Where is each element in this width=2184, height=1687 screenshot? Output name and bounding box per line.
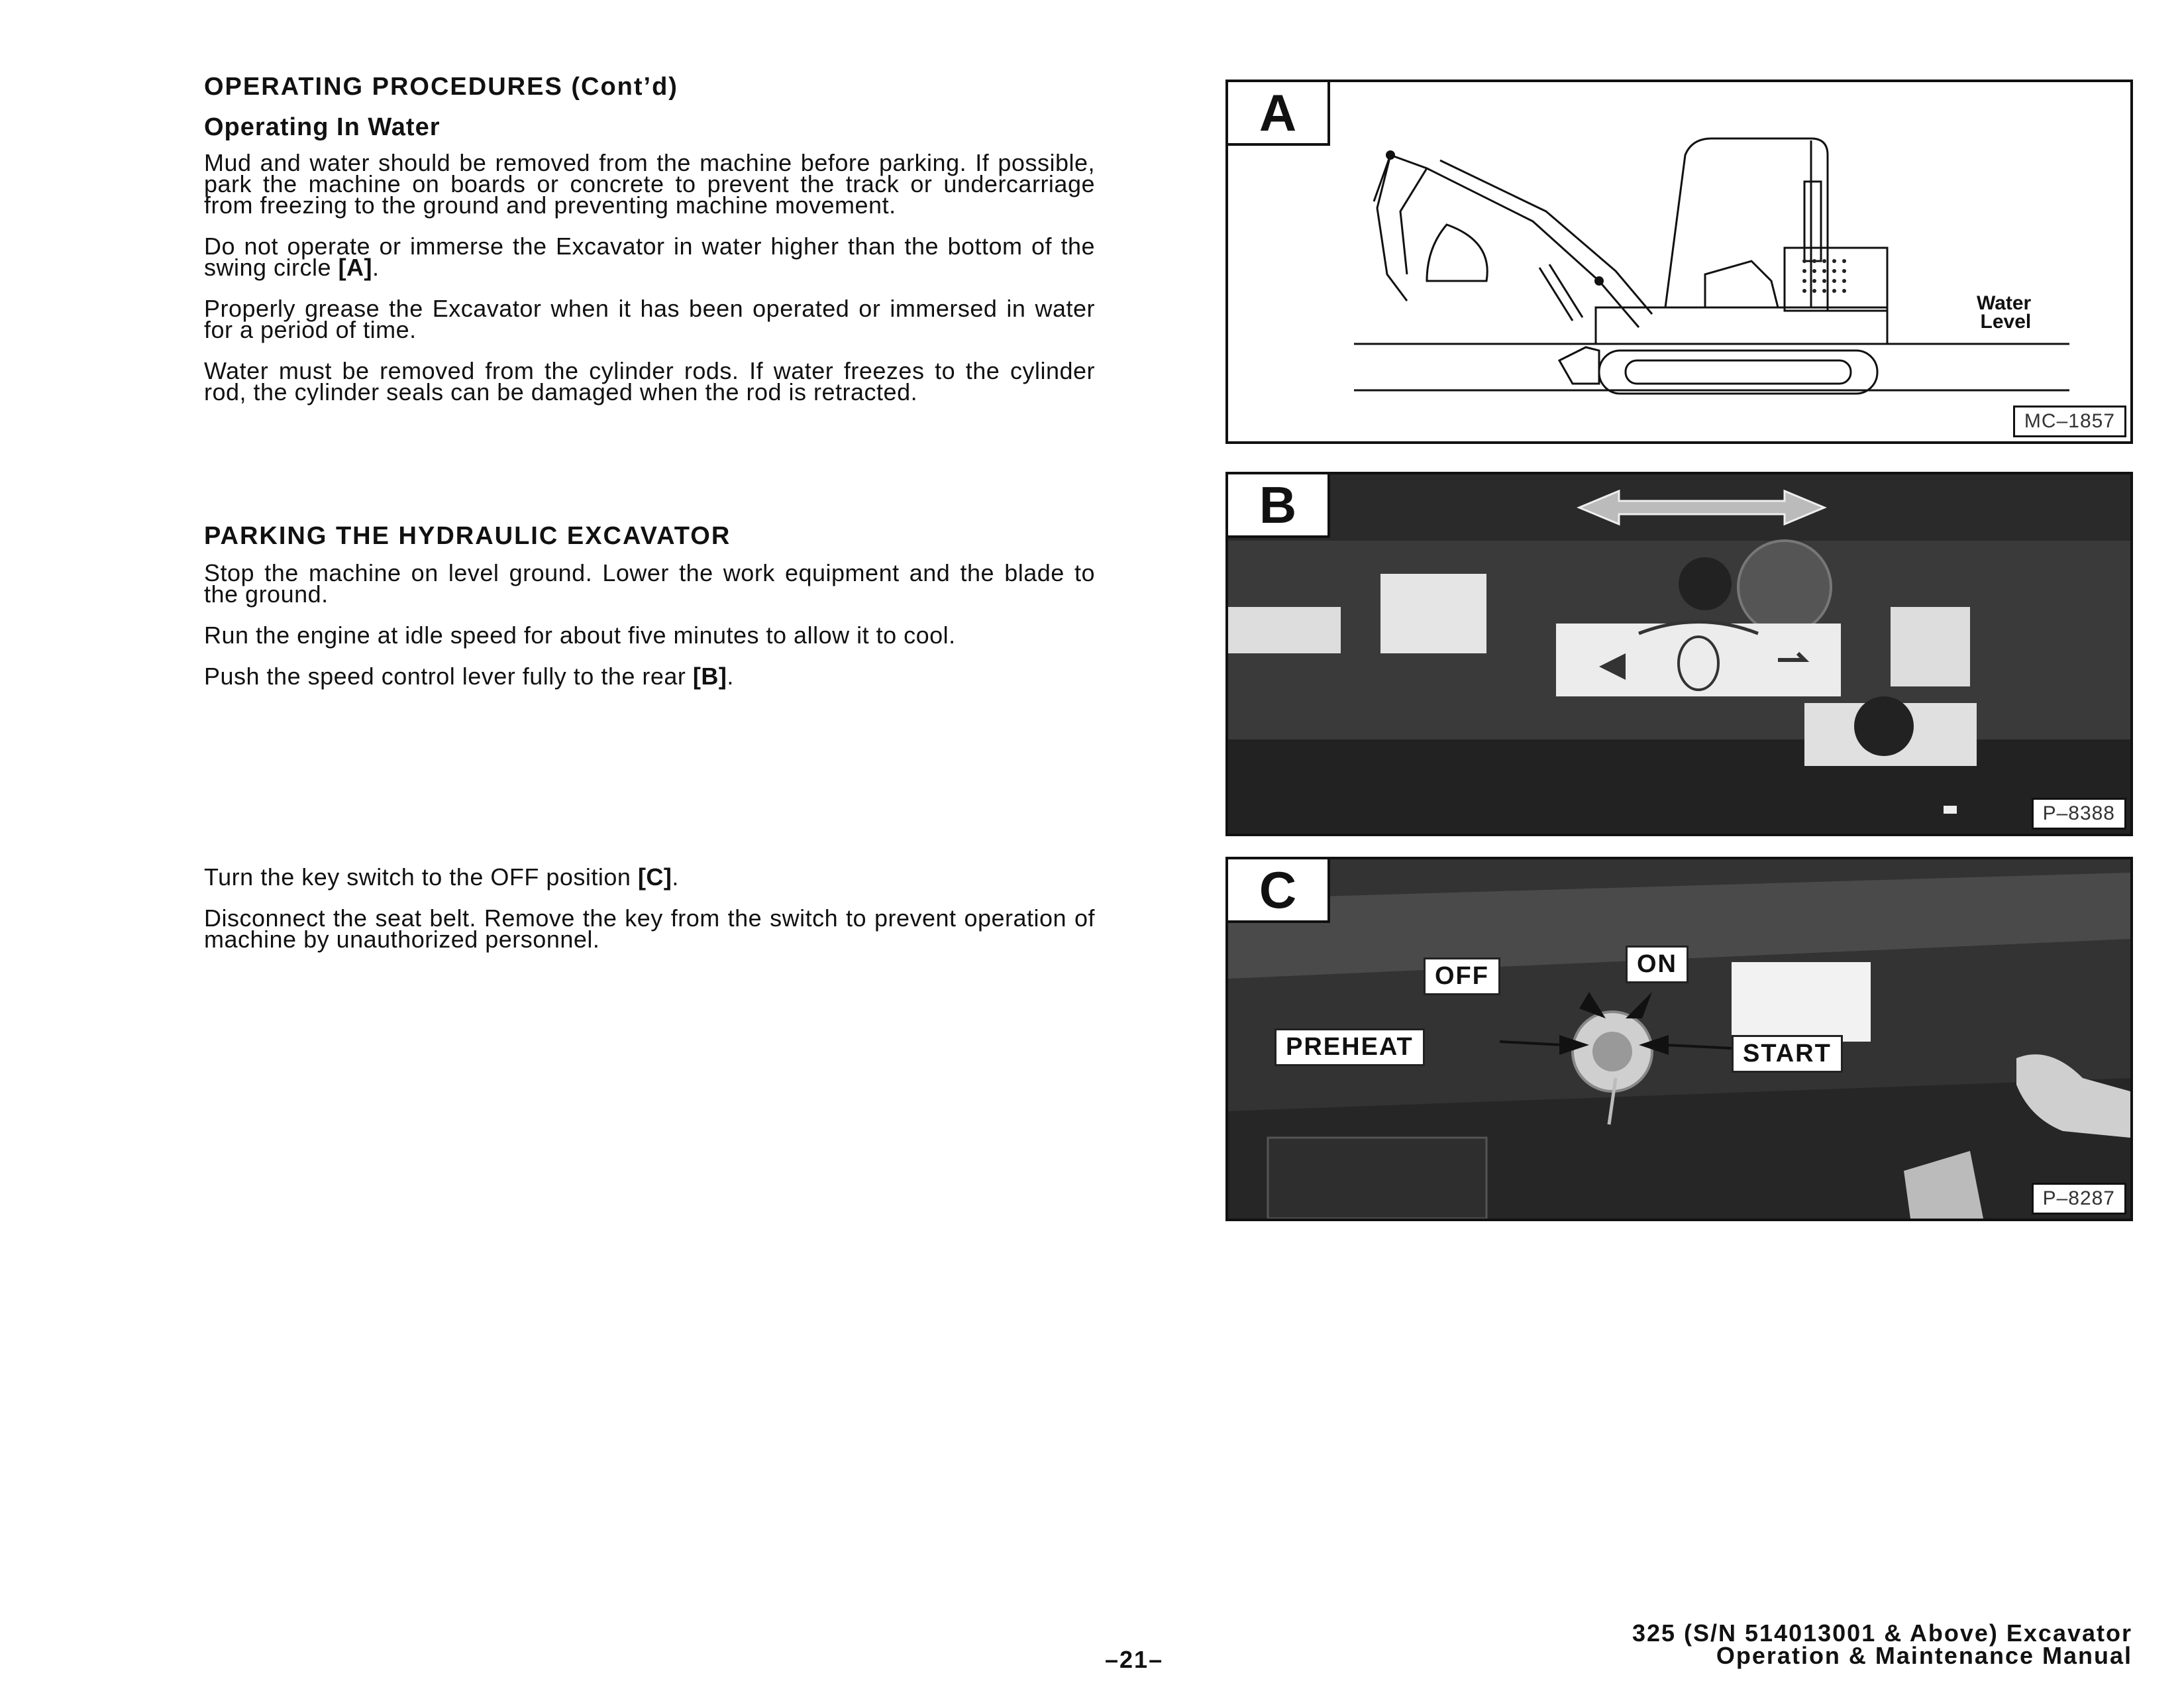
figure-c-key-switch-photo — [1225, 857, 2133, 1221]
figure-code-a: MC–1857 — [2013, 406, 2126, 437]
paragraph-do-not-immerse: Do not operate or immerse the Excavator in water higher than the bottom of the swing circle [A]. — [204, 233, 1095, 281]
footer-title — [1632, 1619, 2132, 1669]
paragraph-idle-speed: Run the engine at idle speed for about five minutes to allow it to cool. — [204, 622, 956, 649]
figure-reference-a: [A] — [338, 254, 373, 281]
figure-letter-a: A — [1228, 82, 1330, 146]
key-label-off: OFF — [1424, 957, 1500, 995]
water-label-line2: Level — [1980, 311, 2032, 333]
footer-line2: Operation & Maintenance Manual — [1716, 1642, 2132, 1669]
figure-reference-b: [B] — [692, 663, 727, 690]
paragraph-mud-water: Mud and water should be removed from the machine before parking. If possible, park the machine on boards or concrete to prevent the track or undercarriage from freezing to the ground and preventing machine movement. — [204, 149, 1095, 219]
control-panel-photo-icon — [1228, 474, 2130, 834]
paragraph-text: Turn the key switch to the OFF position — [204, 863, 631, 891]
figure-code-c: P–8287 — [2032, 1183, 2126, 1215]
water-level-label — [1977, 294, 2031, 331]
paragraph-stop-machine: Stop the machine on level ground. Lower the work equipment and the blade to the ground. — [204, 559, 1095, 608]
section-title-parking: PARKING THE HYDRAULIC EXCAVATOR — [204, 522, 731, 550]
paragraph-cylinder-rods: Water must be removed from the cylinder rods. If water freezes to the cylinder rod, the cylinder seals can be damaged when the rod is retracted. — [204, 357, 1095, 406]
figure-code-b: P–8388 — [2032, 798, 2126, 830]
water-label-line1: Water — [1977, 292, 2032, 314]
excavator-drawing-icon — [1228, 82, 2130, 441]
key-label-preheat: PREHEAT — [1274, 1028, 1425, 1066]
paragraph-key-switch: Turn the key switch to the OFF position [C]. — [204, 863, 679, 891]
key-label-on: ON — [1626, 946, 1689, 983]
paragraph-text: Do not operate or immerse the Excavator in water higher than the bottom of the swing circle — [204, 233, 1095, 281]
footer-line1: 325 (S/N 514013001 & Above) Excavator — [1632, 1619, 2132, 1647]
section-title-operating-procedures: OPERATING PROCEDURES (Cont’d) — [204, 73, 678, 101]
paragraph-seat-belt: Disconnect the seat belt. Remove the key from the switch to prevent operation of machine by unauthorized personnel. — [204, 904, 1095, 953]
subsection-title-operating-in-water: Operating In Water — [204, 113, 441, 141]
figure-a-excavator-water-level — [1225, 80, 2133, 444]
figure-reference-c: [C] — [637, 863, 672, 891]
key-label-start: START — [1732, 1035, 1843, 1073]
key-switch-section — [204, 863, 1095, 970]
left-column — [204, 73, 1095, 423]
paragraph-grease: Properly grease the Excavator when it has been operated or immersed in water for a period of time. — [204, 295, 1095, 343]
parking-section — [204, 522, 1095, 707]
figure-b-speed-control-photo — [1225, 472, 2133, 836]
figure-letter-c: C — [1228, 859, 1330, 923]
paragraph-speed-control: Push the speed control lever fully to the rear [B]. — [204, 663, 734, 690]
paragraph-text: Push the speed control lever fully to the rear — [204, 663, 686, 690]
page-number: –21– — [1105, 1646, 1164, 1673]
figure-letter-b: B — [1228, 474, 1330, 538]
